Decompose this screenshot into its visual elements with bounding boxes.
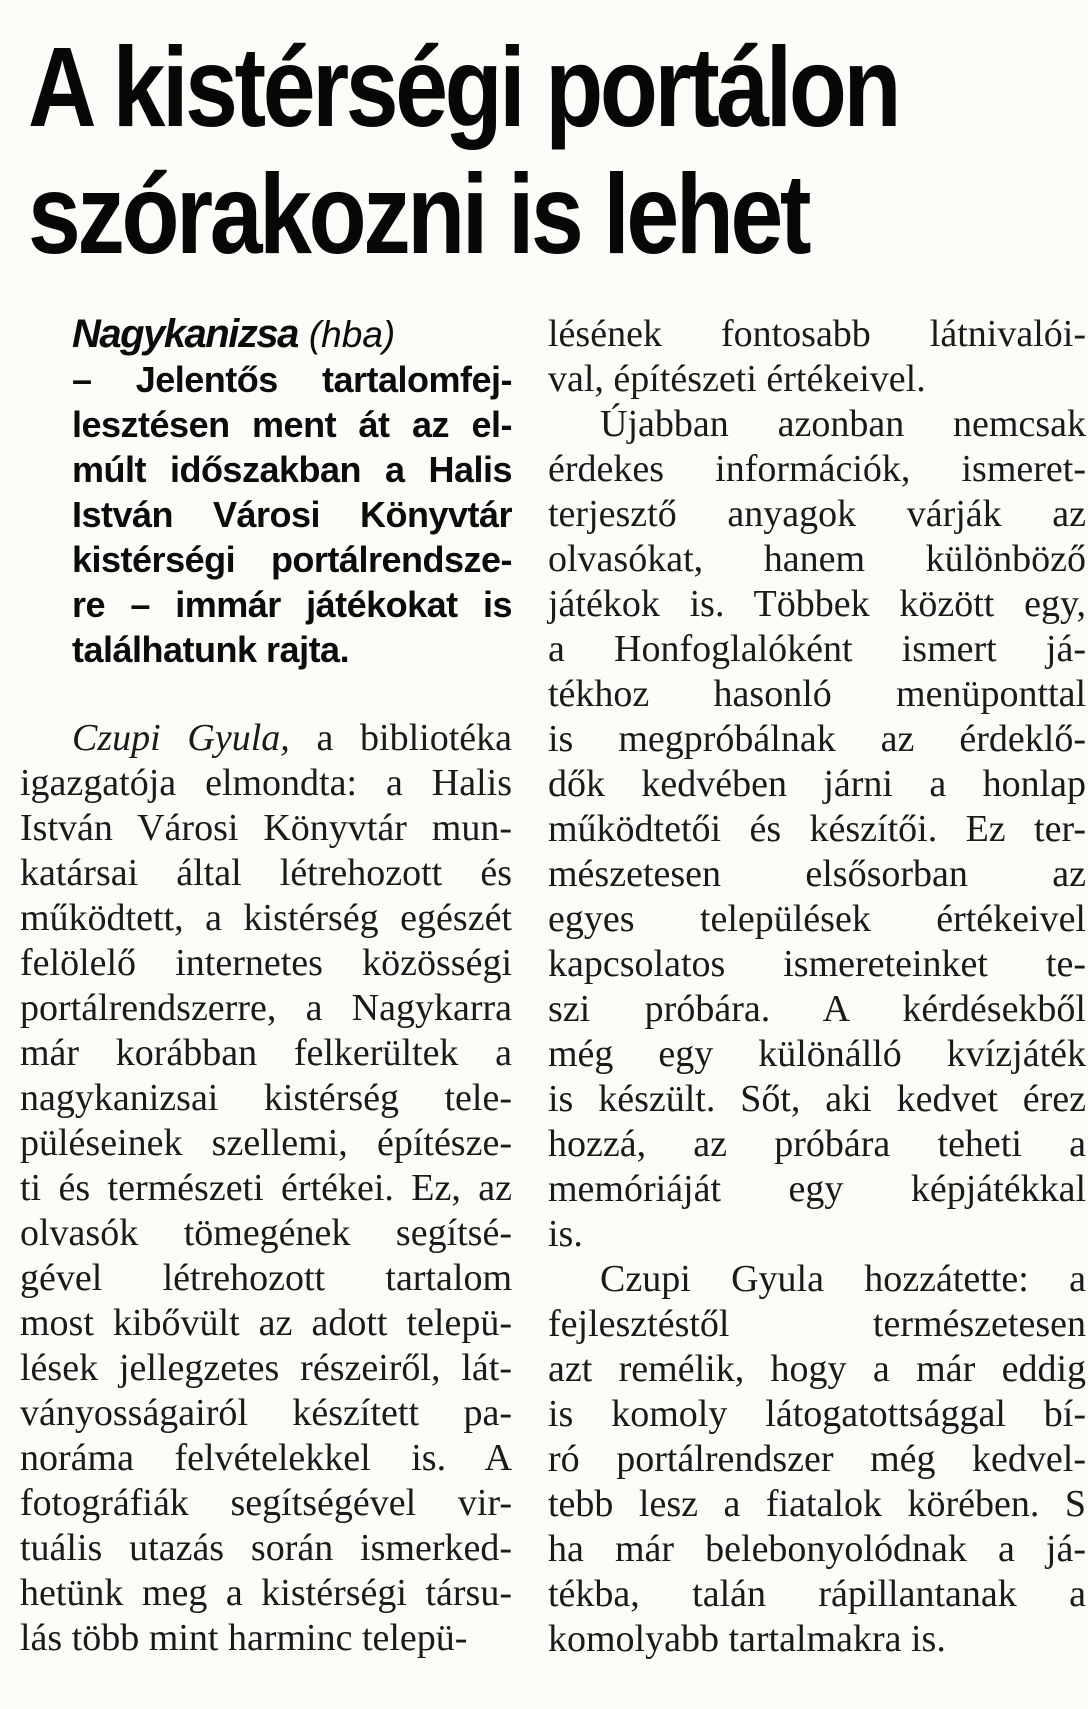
right-column xyxy=(548,312,1086,1662)
text-line: olvasók tömegének segítsé- xyxy=(20,1212,512,1254)
lead-text-line: múlt időszakban a Halis xyxy=(72,449,512,490)
text-line: tebb lesz a fiatalok körében. S xyxy=(548,1483,1086,1525)
text-line: ti és természeti értékei. Ez, az xyxy=(20,1167,512,1209)
right-column-text xyxy=(548,312,1086,1662)
text-line: azt remélik, hogy a már eddig xyxy=(548,1348,1086,1390)
text-line: is. xyxy=(548,1213,583,1255)
text-line: val, építészeti értékeivel. xyxy=(548,358,926,400)
article-headline xyxy=(28,24,1074,278)
text-line: lésének fontosabb látnivalói- xyxy=(548,313,1086,355)
text-line: hozzá, az próbára teheti a xyxy=(548,1123,1086,1165)
text-line: püléseinek szellemi, építésze- xyxy=(20,1122,512,1164)
paragraph xyxy=(548,312,1086,402)
text-line: nagykanizsai kistérség tele- xyxy=(20,1077,512,1119)
text-line: István Városi Könyvtár mun- xyxy=(20,807,512,849)
left-column-text xyxy=(20,716,512,1661)
text-line: noráma felvételekkel is. A xyxy=(20,1437,512,1479)
text-line: mészetesen elsősorban az xyxy=(548,853,1086,895)
italic-name-lead-in: Czupi Gyula, xyxy=(72,717,290,759)
headline-line-2: szórakozni is lehet xyxy=(28,151,809,277)
lead-text-line: lesztésen ment át az el- xyxy=(72,404,512,445)
text-line: egyes települések értékeivel xyxy=(548,898,1086,940)
text-line: lás több mint harminc telepü- xyxy=(20,1617,468,1659)
lead-text-line: kistérségi portálrendsze- xyxy=(72,539,512,580)
text-line: játékok is. Többek között egy, xyxy=(548,583,1086,625)
text-line: is megpróbálnak az érdeklő- xyxy=(548,718,1086,760)
byline-initials: (hba) xyxy=(308,314,396,355)
text-line: portálrendszerre, a Nagykarra xyxy=(20,987,512,1029)
text-line: olvasókat, hanem különböző xyxy=(548,538,1086,580)
dateline-location: Nagykanizsa xyxy=(72,312,298,356)
text-line: fotográfiák segítségével vir- xyxy=(20,1482,512,1524)
left-column xyxy=(20,312,512,1661)
article-body-columns xyxy=(20,312,1086,1662)
lead-text-line: találhatunk rajta. xyxy=(72,629,350,670)
paragraph xyxy=(548,402,1086,1257)
text-line: memóriáját egy képjátékkal xyxy=(548,1168,1086,1210)
text-line: tékhoz hasonló menüponttal xyxy=(548,673,1086,715)
text-line: Czupi Gyula hozzátette: a xyxy=(600,1258,1086,1300)
paragraph xyxy=(20,716,512,1661)
paragraph xyxy=(548,1257,1086,1662)
text-line: tékba, talán rápillantanak a xyxy=(548,1573,1086,1615)
text-line: is komoly látogatottsággal bí- xyxy=(548,1393,1086,1435)
text-line: szi próbára. A kérdésekből xyxy=(548,988,1086,1030)
text-line: dők kedvében járni a honlap xyxy=(548,763,1086,805)
text-line: a Honfoglalóként ismert já- xyxy=(548,628,1086,670)
lead-text-line: – Jelentős tartalomfej- xyxy=(72,359,512,400)
text-line: érdekes információk, ismeret- xyxy=(548,448,1086,490)
text-line: még egy különálló kvízjáték xyxy=(548,1033,1086,1075)
text-line: fejlesztéstől természetesen xyxy=(548,1303,1086,1345)
lead-paragraph xyxy=(72,312,512,672)
text-line: már korábban felkerültek a xyxy=(20,1032,512,1074)
text-line: ha már belebonyolódnak a já- xyxy=(548,1528,1086,1570)
text-line: most kibővült az adott telepü- xyxy=(20,1302,512,1344)
text-line: tuális utazás során ismerked- xyxy=(20,1527,512,1569)
text-line: Czupi Gyula, a bibliotéka xyxy=(72,717,512,759)
text-line: igazgatója elmondta: a Halis xyxy=(20,762,512,804)
text-line: komolyabb tartalmakra is. xyxy=(548,1618,946,1660)
text-line: ró portálrendszer még kedvel- xyxy=(548,1438,1086,1480)
text-line: működtetői és készítői. Ez ter- xyxy=(548,808,1086,850)
text-line: lések jellegzetes részeiről, lát- xyxy=(20,1347,512,1389)
text-line: katársai által létrehozott és xyxy=(20,852,512,894)
text-line: hetünk meg a kistérségi társu- xyxy=(20,1572,512,1614)
text-line: ványosságairól készített pa- xyxy=(20,1392,512,1434)
headline-line-1: A kistérségi portálon xyxy=(28,24,899,150)
lead-text-line: re – immár játékokat is xyxy=(72,584,512,625)
text-line: gével létrehozott tartalom xyxy=(20,1257,512,1299)
text-line: felölelő internetes közösségi xyxy=(20,942,512,984)
text-line: is készült. Sőt, aki kedvet érez xyxy=(548,1078,1086,1120)
lead-text-line: István Városi Könyvtár xyxy=(72,494,512,535)
lead-lines xyxy=(72,357,512,672)
text-line: Újabban azonban nemcsak xyxy=(600,403,1086,445)
dateline xyxy=(72,312,512,357)
text-line: kapcsolatos ismereteinket te- xyxy=(548,943,1086,985)
text-line: működtett, a kistérség egészét xyxy=(20,897,512,939)
text-line: terjesztő anyagok várják az xyxy=(548,493,1086,535)
